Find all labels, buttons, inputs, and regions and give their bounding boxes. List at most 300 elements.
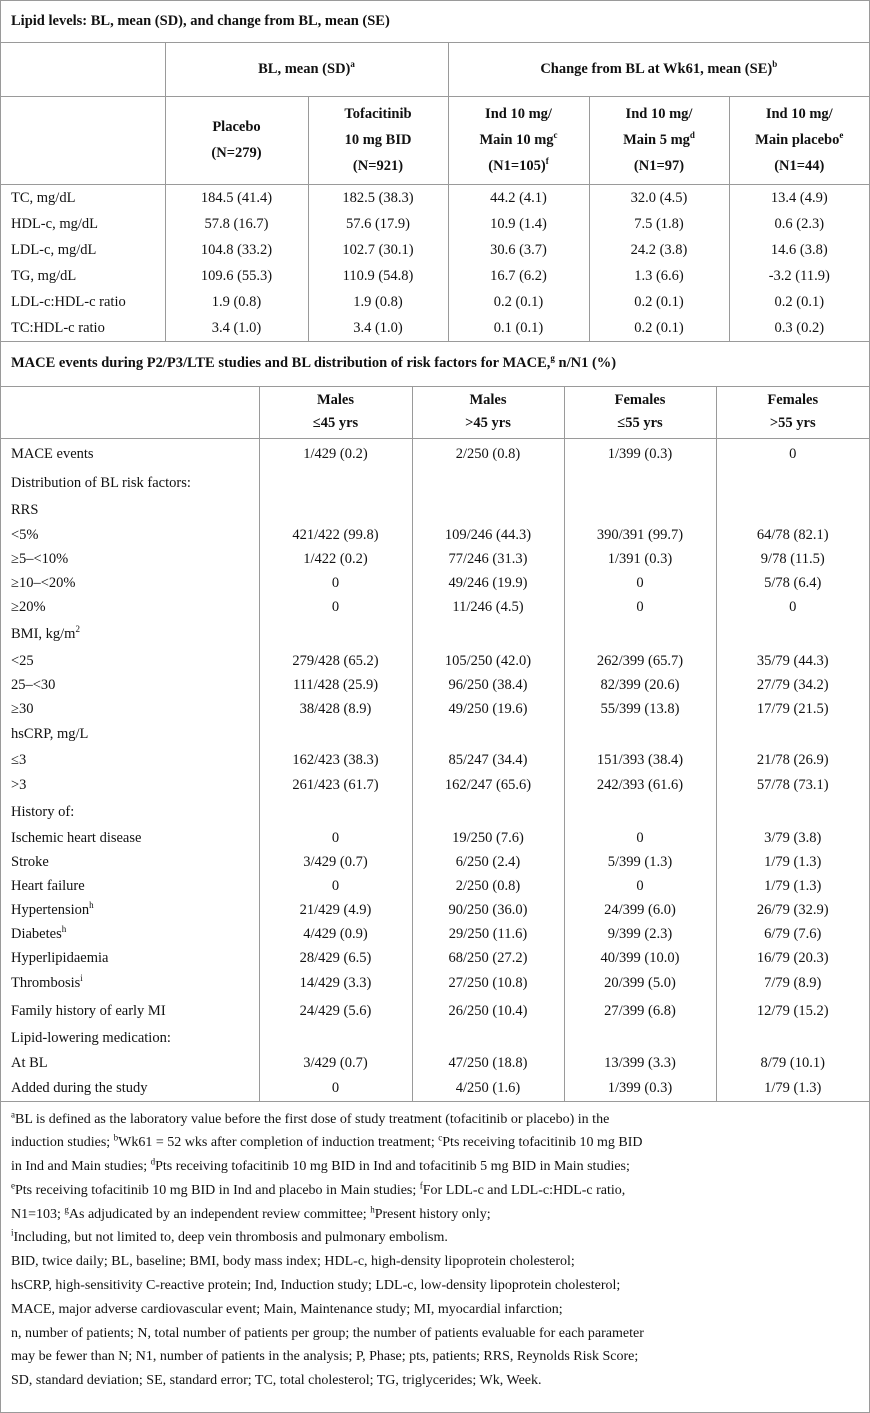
lipid-row [1,184,869,211]
value-cell [412,721,564,748]
value-cell: 4/250 (1.6) [412,1075,564,1101]
footnote-text: Pts receiving tofacitinib 10 mg BID in Ind and tofacitinib 5 mg BID in Main studies; [155,1159,630,1175]
mace-row [1,673,869,697]
mace-row [1,1075,869,1101]
value-cell: 1.3 (6.6) [589,263,729,289]
lipid-section-title [1,1,869,43]
row-label: LDL-c:HDL-c ratio [11,293,126,310]
col-line: Females [614,392,666,409]
value-cell: 21/429 (4.9) [259,898,412,922]
mace-row [1,547,869,571]
value-cell [259,619,412,649]
value-cell: 6/79 (7.6) [716,922,869,946]
row-label [1,970,259,996]
value-cell: 0 [716,439,869,470]
value-cell: 9/78 (11.5) [716,547,869,571]
value-cell [412,497,564,523]
value-cell: 184.5 (41.4) [165,184,308,211]
row-label [1,439,259,470]
group-header-bl [165,43,448,96]
col-line: >55 yrs [769,415,816,432]
row-label [1,1026,259,1051]
col-line: (N=921) [352,158,404,174]
row-label-text: Diabetes [11,925,62,942]
mace-title-main: MACE events during P2/P3/LTE studies and BL distribution of risk factors for MACE, [11,355,551,371]
value-cell: 16/79 (20.3) [716,946,869,970]
col-header-males-gt45 [412,387,564,439]
row-label [1,547,259,571]
col-sup: d [689,130,695,141]
row-label-text: 25–<30 [11,676,56,693]
row-label [1,748,259,772]
value-cell: 49/250 (19.6) [412,697,564,721]
value-cell: 0.3 (0.2) [729,315,869,341]
footnote-line [11,1131,859,1155]
value-cell: 27/79 (34.2) [716,673,869,697]
mace-row [1,850,869,874]
value-cell: 162/423 (38.3) [259,748,412,772]
value-cell [259,470,412,497]
row-label-sup: h [61,923,67,934]
footnote-text: Wk61 = 52 wks after completion of induction treatment; [118,1135,439,1151]
value-cell: 96/250 (38.4) [412,673,564,697]
value-cell: 57/78 (73.1) [716,772,869,798]
lipid-group-header-row [1,43,869,96]
value-cell [259,798,412,826]
value-cell [412,798,564,826]
row-label [1,898,259,922]
lipid-row [1,289,869,315]
value-cell: 0 [259,874,412,898]
value-cell: 0.2 (0.1) [729,289,869,315]
value-cell: 0 [716,595,869,619]
value-cell: 0 [564,571,716,595]
value-cell [716,721,869,748]
value-cell: 40/399 (10.0) [564,946,716,970]
footnote-sup: e [11,1180,15,1191]
value-cell [412,1026,564,1051]
row-label-text: Thrombosis [11,974,81,991]
value-cell: 5/78 (6.4) [716,571,869,595]
row-label-sup: 2 [75,623,80,634]
footnote-line [11,1203,859,1227]
footnote-line [11,1345,859,1369]
mace-title-suffix: n/N1 (%) [554,355,617,371]
mace-column-header-row [1,387,869,439]
footnote-text: hsCRP, high-sensitivity C-reactive protein; Ind, Induction study; LDL-c, low-density lipoprotein cholesterol; [11,1278,621,1294]
footnote-text: MACE, major adverse cardiovascular event; Main, Maintenance study; MI, myocardial infarction; [11,1301,563,1317]
value-cell: 105/250 (42.0) [412,649,564,673]
value-cell: 9/399 (2.3) [564,922,716,946]
value-cell: 30.6 (3.7) [448,237,589,263]
row-label-text: >3 [11,776,27,793]
value-cell: 20/399 (5.0) [564,970,716,996]
col-line: (N1=105) [488,158,546,174]
value-cell: 5/399 (1.3) [564,850,716,874]
value-cell: 57.8 (16.7) [165,211,308,237]
mace-row [1,996,869,1026]
col-line: (N1=97) [633,158,685,174]
lipid-label-header [1,96,165,184]
col-header-females-le55 [564,387,716,439]
col-line: Ind 10 mg/ [765,106,833,122]
col-line: ≤55 yrs [617,415,663,432]
footnote-text: may be fewer than N; N1, number of patients in the analysis; P, Phase; pts, patients; RRS, Reynolds Risk Score; [11,1349,639,1365]
mace-row [1,922,869,946]
value-cell [716,470,869,497]
value-cell: 2/250 (0.8) [412,439,564,470]
footnote-line [11,1108,859,1132]
row-label [1,798,259,826]
mace-row [1,874,869,898]
value-cell: 0 [259,571,412,595]
mace-row [1,470,869,497]
mace-table [1,387,869,1101]
value-cell: 0 [259,1075,412,1101]
row-label [1,649,259,673]
mace-row [1,898,869,922]
footnote-text: As adjudicated by an independent review committee; [68,1206,371,1222]
value-cell: 0.2 (0.1) [589,289,729,315]
row-label-text: ≤3 [11,751,27,768]
value-cell [564,497,716,523]
col-line: Main 5 mg [623,132,690,148]
value-cell: 10.9 (1.4) [448,211,589,237]
mace-row [1,619,869,649]
value-cell: 27/250 (10.8) [412,970,564,996]
mace-row [1,721,869,748]
footnote-line [11,1274,859,1298]
row-label [1,497,259,523]
mace-row [1,649,869,673]
group-header-change-text: Change from BL at Wk61, mean (SE) [540,61,773,78]
col-line: >45 yrs [465,415,511,432]
footnote-sup: f [419,1180,423,1191]
value-cell: 16.7 (6.2) [448,263,589,289]
mace-row [1,970,869,996]
col-header-tofacitinib [308,96,448,184]
value-cell: 24/399 (6.0) [564,898,716,922]
value-cell: 13.4 (4.9) [729,184,869,211]
lipid-table [1,43,869,341]
footnote-text: SD, standard deviation; SE, standard error; TC, total cholesterol; TG, triglycerides; Wk, Week. [11,1373,542,1389]
col-header-ind10-main10 [448,96,589,184]
col-line: Main 10 mg [479,132,554,148]
col-header-ind10-mainplacebo [729,96,869,184]
footnote-line [11,1322,859,1346]
mace-title-sup: g [550,353,555,364]
row-label [1,772,259,798]
mace-label-header [1,387,259,439]
mace-row [1,946,869,970]
row-label-text: Added during the study [11,1079,148,1096]
footnote-sup: b [113,1132,119,1143]
lipid-corner-cell [1,43,165,96]
col-header-females-gt55 [716,387,869,439]
value-cell: 24/429 (5.6) [259,996,412,1026]
footnote-sup: a [11,1108,15,1119]
mace-section-title [1,341,869,387]
row-label [1,673,259,697]
row-label-sup: i [80,972,83,983]
footnote-line [11,1298,859,1322]
mace-row [1,571,869,595]
value-cell [564,470,716,497]
value-cell: 32.0 (4.5) [589,184,729,211]
col-line: Tofacitinib [344,106,412,122]
row-label-text: Distribution of BL risk factors: [11,475,191,491]
value-cell: 64/78 (82.1) [716,523,869,547]
row-label [1,721,259,748]
value-cell: 0 [564,595,716,619]
footnote-text: Including, but not limited to, deep vein thrombosis and pulmonary embolism. [13,1230,448,1246]
value-cell: 1/79 (1.3) [716,850,869,874]
col-line: Males [316,392,355,409]
footnote-sup: h [370,1204,375,1215]
value-cell: 421/422 (99.8) [259,523,412,547]
footnote-line [11,1369,859,1393]
footnote-text: N1=103; [11,1206,65,1222]
col-header-placebo [165,96,308,184]
footnote-text: in Ind and Main studies; [11,1159,151,1175]
col-line: Main placebo [755,132,840,148]
row-label-text: MACE events [11,446,94,463]
value-cell: 262/399 (65.7) [564,649,716,673]
value-cell: 182.5 (38.3) [308,184,448,211]
mace-row [1,523,869,547]
value-cell: 35/79 (44.3) [716,649,869,673]
value-cell: 109/246 (44.3) [412,523,564,547]
value-cell: 7/79 (8.9) [716,970,869,996]
footnote-text: induction studies; [11,1135,114,1151]
row-label-text: ≥5–<10% [11,550,69,567]
value-cell: 0.2 (0.1) [448,289,589,315]
mace-row [1,826,869,850]
value-cell: 44.2 (4.1) [448,184,589,211]
value-cell [259,1026,412,1051]
value-cell: 3.4 (1.0) [308,315,448,341]
value-cell: 13/399 (3.3) [564,1051,716,1075]
value-cell: 24.2 (3.8) [589,237,729,263]
col-line: 10 mg BID [344,132,412,148]
row-label-text: Ischemic heart disease [11,829,142,846]
value-cell: 0 [259,595,412,619]
value-cell: 3.4 (1.0) [165,315,308,341]
value-cell: 3/79 (3.8) [716,826,869,850]
row-label [1,619,259,649]
value-cell: 162/247 (65.6) [412,772,564,798]
row-label-text: Hypertension [11,901,90,918]
footnote-line [11,1179,859,1203]
row-label-text: Heart failure [11,877,85,894]
row-label: TC:HDL-c ratio [11,319,105,336]
value-cell: 38/428 (8.9) [259,697,412,721]
lipid-row [1,237,869,263]
value-cell: 110.9 (54.8) [308,263,448,289]
row-label [1,697,259,721]
value-cell: 1/399 (0.3) [564,439,716,470]
value-cell: 102.7 (30.1) [308,237,448,263]
value-cell [716,619,869,649]
row-label [1,595,259,619]
value-cell [716,1026,869,1051]
col-line: Females [767,392,819,409]
value-cell [259,721,412,748]
row-label: LDL-c, mg/dL [11,241,97,258]
value-cell: 90/250 (36.0) [412,898,564,922]
lipid-row [1,211,869,237]
col-line: Ind 10 mg/ [485,106,552,122]
row-label [1,922,259,946]
lipid-section-title-text: Lipid levels: BL, mean (SD), and change from BL, mean (SE) [11,13,390,29]
value-cell [716,497,869,523]
value-cell: 279/428 (65.2) [259,649,412,673]
row-label [1,470,259,497]
mace-row [1,439,869,470]
row-label-text: Family history of early MI [11,1002,166,1019]
row-label-text: <25 [11,652,34,669]
row-label-text: RRS [11,501,39,518]
row-label-text: Hyperlipidaemia [11,949,109,966]
row-label: HDL-c, mg/dL [11,215,98,232]
value-cell: 49/246 (19.9) [412,571,564,595]
col-line: Ind 10 mg/ [625,106,693,122]
row-label: TG, mg/dL [11,267,77,284]
value-cell: 12/79 (15.2) [716,996,869,1026]
col-line: ≤45 yrs [312,415,359,432]
col-sup: c [553,130,558,141]
mace-row [1,748,869,772]
row-label-text: Stroke [11,853,49,870]
value-cell: 47/250 (18.8) [412,1051,564,1075]
mace-section-title-text [11,355,616,372]
value-cell [259,497,412,523]
value-cell: 17/79 (21.5) [716,697,869,721]
footnote-line [11,1226,859,1250]
lipid-row [1,315,869,341]
mace-row [1,798,869,826]
value-cell [564,798,716,826]
mace-row [1,497,869,523]
row-label-text: ≥30 [11,700,34,717]
row-label [1,1075,259,1101]
footnote-sup: c [438,1132,443,1143]
value-cell: 390/391 (99.7) [564,523,716,547]
value-cell [412,619,564,649]
col-line: Placebo [212,119,261,135]
value-cell: 85/247 (34.4) [412,748,564,772]
row-label-text: Lipid-lowering medication: [11,1030,171,1046]
row-label: TC, mg/dL [11,189,76,206]
footnote-sup: d [150,1156,156,1167]
footnote-text: BID, twice daily; BL, baseline; BMI, body mass index; HDL-c, high-density lipoprotein cholesterol; [11,1254,575,1270]
value-cell: 77/246 (31.3) [412,547,564,571]
footnote-line [11,1250,859,1274]
row-label [1,946,259,970]
value-cell: 55/399 (13.8) [564,697,716,721]
value-cell: 2/250 (0.8) [412,874,564,898]
col-header-ind10-main5 [589,96,729,184]
value-cell: 19/250 (7.6) [412,826,564,850]
value-cell [564,619,716,649]
lipid-table-body [1,184,869,341]
value-cell: 6/250 (2.4) [412,850,564,874]
value-cell: 0.6 (2.3) [729,211,869,237]
value-cell: 26/79 (32.9) [716,898,869,922]
row-label-text: BMI, kg/m [11,625,76,642]
mace-row [1,772,869,798]
value-cell: 57.6 (17.9) [308,211,448,237]
col-line: (N1=44) [774,158,825,174]
footnote-text: Pts receiving tofacitinib 10 mg BID [442,1135,643,1151]
value-cell [412,470,564,497]
value-cell: 27/399 (6.8) [564,996,716,1026]
row-label-sup: h [89,899,94,910]
value-cell: 3/429 (0.7) [259,850,412,874]
row-label [1,996,259,1026]
footnotes [1,1101,869,1394]
value-cell: 1/79 (1.3) [716,874,869,898]
value-cell: 26/250 (10.4) [412,996,564,1026]
value-cell: 28/429 (6.5) [259,946,412,970]
value-cell: 8/79 (10.1) [716,1051,869,1075]
value-cell: 1.9 (0.8) [308,289,448,315]
row-label-text: ≥10–<20% [11,574,76,591]
footnote-text: Present history only; [374,1206,491,1222]
lipid-row [1,263,869,289]
value-cell: 0 [564,826,716,850]
footnote-text: n, number of patients; N, total number of patients per group; the number of patients evaluable for each parameter [11,1325,644,1341]
footnote-text: BL is defined as the laboratory value before the first dose of study treatment (tofacitinib or placebo) in the [15,1111,610,1127]
row-label [1,523,259,547]
group-header-change-sup: b [772,59,778,70]
value-cell: 4/429 (0.9) [259,922,412,946]
value-cell: 29/250 (11.6) [412,922,564,946]
value-cell: 82/399 (20.6) [564,673,716,697]
value-cell: 11/246 (4.5) [412,595,564,619]
value-cell: 242/393 (61.6) [564,772,716,798]
value-cell: 109.6 (55.3) [165,263,308,289]
col-sup: e [839,130,844,141]
value-cell [564,721,716,748]
value-cell: 14.6 (3.8) [729,237,869,263]
value-cell: 7.5 (1.8) [589,211,729,237]
value-cell: 1/422 (0.2) [259,547,412,571]
row-label-text: hsCRP, mg/L [11,726,89,742]
value-cell: 3/429 (0.7) [259,1051,412,1075]
row-label-text: At BL [11,1054,48,1071]
mace-row [1,1051,869,1075]
row-label [1,826,259,850]
row-label [1,571,259,595]
value-cell: 1/391 (0.3) [564,547,716,571]
mace-row [1,1026,869,1051]
group-header-change [448,43,869,96]
value-cell: 68/250 (27.2) [412,946,564,970]
value-cell: 1/429 (0.2) [259,439,412,470]
footnote-sup: g [64,1204,69,1215]
value-cell: 21/78 (26.9) [716,748,869,772]
row-label-text: ≥20% [11,598,46,615]
lipid-column-header-row [1,96,869,184]
value-cell: -3.2 (11.9) [729,263,869,289]
value-cell [716,798,869,826]
value-cell: 1/399 (0.3) [564,1075,716,1101]
row-label-text: History of: [11,803,75,820]
footnote-line [11,1155,859,1179]
footnote-text: For LDL-c and LDL-c:HDL-c ratio, [422,1182,626,1198]
value-cell: 0.1 (0.1) [448,315,589,341]
